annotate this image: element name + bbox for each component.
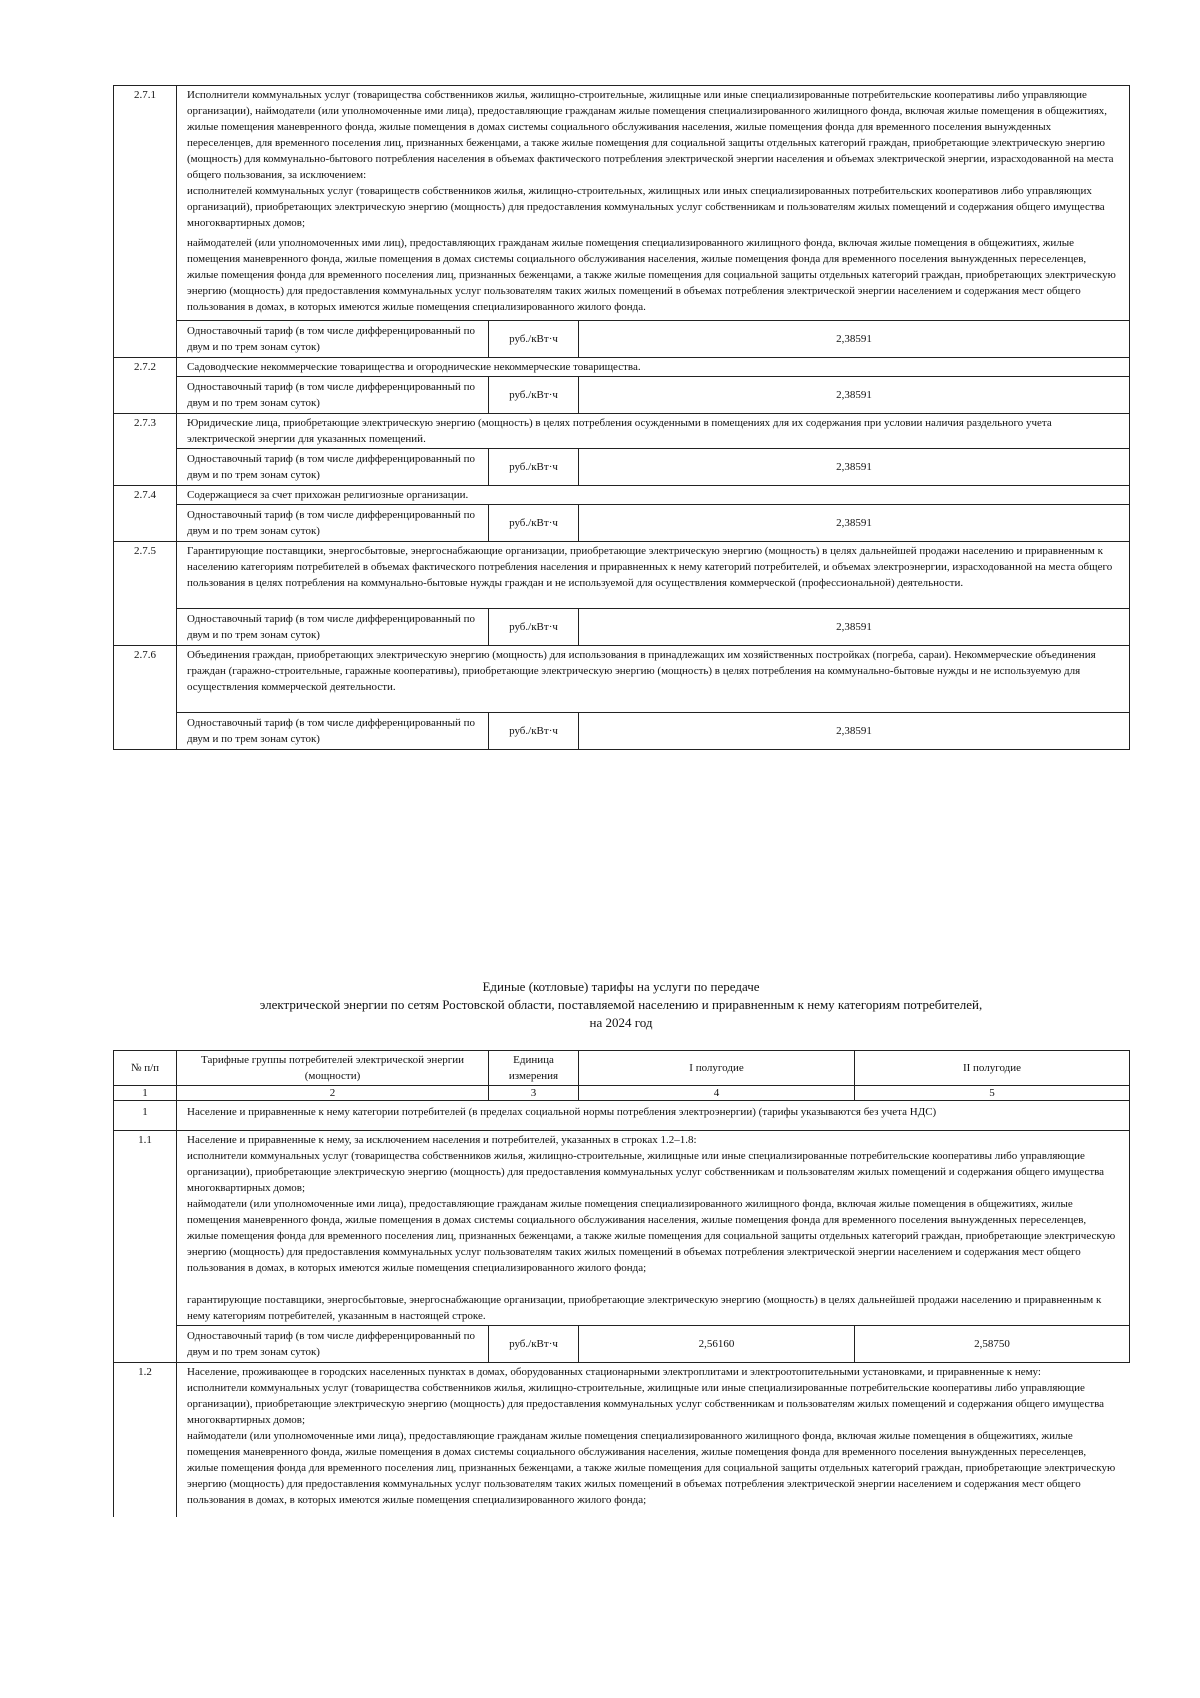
tariff-label: Одноставочный тариф (в том числе дифференцированный по двум и по трем зонам суток) [177, 1326, 489, 1363]
table-row [114, 646, 1130, 713]
tariff-row [114, 1326, 1130, 1363]
paragraph: Население и приравненные к нему, за исключением населения и потребителей, указанных в строках 1.2–1.8: [187, 1134, 697, 1146]
col-header-h2: II полугодие [855, 1051, 1130, 1086]
col-number: 1 [114, 1086, 177, 1101]
unit-cell: руб./кВт·ч [489, 449, 579, 486]
tariff-row [114, 321, 1130, 358]
tariff-row [114, 609, 1130, 646]
row-description [177, 1131, 1130, 1326]
row-number: 1 [114, 1101, 177, 1131]
col-number: 5 [855, 1086, 1130, 1101]
paragraph: наймодатели (или уполномоченные ими лица), предоставляющие гражданам жилые помещения специализированного жилищного фонда, включая жилые помещения в общежитиях, жилые помещения маневренного фонда, жилые помещения в домах системы социального обслуживания населения, жилые помещения фонда для временного поселения вынужденных переселенцев, жилые помещения фонда для временного поселения лиц, признанных беженцами, а также жилые помещения для социальной защиты отдельных категорий граждан, приобретающие электрическую энергию (мощность) для предоставления коммунальных услуг пользователям таких жилых помещений в объемах потребления электрической энергии населением и содержания мест общего пользования в домах, в которых имеются жилые помещения специализированного жилого фонда; [187, 1430, 1116, 1506]
table-row [114, 1131, 1130, 1326]
row-description: Садоводческие некоммерческие товарищества и огороднические некоммерческие товарищества. [177, 358, 1130, 377]
tariff-value: 2,38591 [579, 321, 1130, 358]
row-number: 2.7.5 [114, 542, 177, 646]
unit-cell: руб./кВт·ч [489, 1326, 579, 1363]
paragraph: Население, проживающее в городских населенных пунктах в домах, оборудованных стационарными электроплитами и электроотопительными установками, и приравненные к нему: [187, 1366, 1041, 1378]
col-number: 2 [177, 1086, 489, 1101]
paragraph: исполнителей коммунальных услуг (товариществ собственников жилья, жилищно-строительных, жилищных или иных специализированных потребительских кооперативов либо управляющих организаций), приобретающих электрическую энергию (мощность) для предоставления коммунальных услуг собственникам и пользователям жилых помещений и содержания общего имущества многоквартирных домов; [187, 185, 1105, 229]
row-number: 1.2 [114, 1363, 177, 1518]
table-row [114, 542, 1130, 609]
row-description: Содержащиеся за счет прихожан религиозные организации. [177, 486, 1130, 505]
tariff-value: 2,38591 [579, 377, 1130, 414]
paragraph: Объединения граждан, приобретающих электрическую энергию (мощность) для использования в принадлежащих им хозяйственных постройках (погреба, сараи). Некоммерческие объединения граждан (гаражно-строительные, гаражные кооперативы), приобретающие электрическую энергию (мощность) в целях потребления на коммунально-бытовые нужды и не используемую для осуществления коммерческой деятельности. [187, 649, 1096, 693]
row-number: 1.1 [114, 1131, 177, 1363]
table-row [114, 414, 1130, 449]
row-description [177, 542, 1130, 609]
tariff-row [114, 505, 1130, 542]
unit-cell: руб./кВт·ч [489, 321, 579, 358]
heading-line: Единые (котловые) тарифы на услуги по передаче [482, 979, 760, 994]
tariff-label: Одноставочный тариф (в том числе дифференцированный по двум и по трем зонам суток) [177, 609, 489, 646]
tariff-label: Одноставочный тариф (в том числе дифференцированный по двум и по трем зонам суток) [177, 713, 489, 750]
paragraph: исполнители коммунальных услуг (товарищества собственников жилья, жилищно-строительные, жилищные или иные специализированные потребительские кооперативы либо управляющие организации), приобретающие электрическую энергию (мощность) для предоставления коммунальных услуг собственникам и пользователям жилых помещений и содержания общего имущества многоквартирных домов; [187, 1382, 1105, 1426]
tariff-label: Одноставочный тариф (в том числе дифференцированный по двум и по трем зонам суток) [177, 321, 489, 358]
table-row [114, 1101, 1130, 1131]
table-row [114, 86, 1130, 321]
tariff-value: 2,38591 [579, 449, 1130, 486]
tariff-row [114, 449, 1130, 486]
column-number-row [114, 1086, 1130, 1101]
paragraph: исполнители коммунальных услуг (товарищества собственников жилья, жилищно-строительные, жилищные или иные специализированные потребительские кооперативы либо управляющие организации), приобретающие электрическую энергию (мощность) для предоставления коммунальных услуг собственникам и пользователям жилых помещений и содержания общего имущества многоквартирных домов; [187, 1150, 1105, 1194]
paragraph: наймодателей (или уполномоченных ими лиц), предоставляющих гражданам жилые помещения специализированного жилищного фонда, включая жилые помещения в общежитиях, жилые помещения маневренного фонда, жилые помещения в домах системы социального обслуживания населения, жилые помещения фонда для временного поселения вынужденных переселенцев, жилые помещения фонда для временного поселения лиц, признанных беженцами, а также жилые помещения для социальной защиты отдельных категорий граждан, приобретающих электрическую энергию (мощность) для предоставления коммунальных услуг пользователям таких жилых помещений в объемах потребления электрической энергии населением и содержания мест общего пользования в домах, в которых имеются жилые помещения специализированного жилого фонда. [187, 237, 1116, 313]
row-description [177, 86, 1130, 321]
row-number: 2.7.3 [114, 414, 177, 486]
table-row [114, 358, 1130, 377]
paragraph: Гарантирующие поставщики, энергосбытовые, энергоснабжающие организации, приобретающие электрическую энергию (мощность) в целях дальнейшей продажи населению и приравненным к населению категориям потребителей в объемах фактического потребления населения и приравненных к нему категорий потребителей, и объемах электроэнергии, израсходованной на места общего пользования в целях потребления на коммунально-бытовые нужды граждан и не используемой для осуществления коммерческой (профессиональной) деятельности. [187, 545, 1113, 589]
unit-cell: руб./кВт·ч [489, 713, 579, 750]
col-header-group: Тарифные группы потребителей электрической энергии (мощности) [177, 1051, 489, 1086]
heading-line: на 2024 год [589, 1015, 653, 1030]
paragraph: наймодатели (или уполномоченные ими лица), предоставляющие гражданам жилые помещения специализированного жилищного фонда, включая жилые помещения в общежитиях, жилые помещения маневренного фонда, жилые помещения в домах системы социального обслуживания населения, жилые помещения фонда для временного поселения вынужденных переселенцев, жилые помещения фонда для временного поселения лиц, признанных беженцами, а также жилые помещения для социальной защиты отдельных категорий граждан, приобретающие электрическую энергию (мощность) для предоставления коммунальных услуг пользователям таких жилых помещений в объемах потребления электрической энергии населением и содержания мест общего пользования в домах, в которых имеются жилые помещения специализированного жилого фонда; [187, 1198, 1116, 1274]
col-header-h1: I полугодие [579, 1051, 855, 1086]
tariff-value: 2,38591 [579, 713, 1130, 750]
col-number: 3 [489, 1086, 579, 1101]
row-description: Население и приравненные к нему категории потребителей (в пределах социальной нормы потребления электроэнергии) (тарифы указываются без учета НДС) [177, 1101, 1130, 1131]
table-row [114, 1363, 1130, 1518]
section-heading [113, 978, 1129, 1032]
paragraph: гарантирующие поставщики, энергосбытовые, энергоснабжающие организации, приобретающие электрическую энергию (мощность) в целях дальнейшей продажи населению и приравненным к нему категориям потребителей, указанным в настоящей строке. [187, 1294, 1102, 1322]
heading-line: электрической энергии по сетям Ростовской области, поставляемой населению и приравненным к нему категориям потребителей, [259, 997, 983, 1012]
tariff-value-h1: 2,56160 [579, 1326, 855, 1363]
unit-cell: руб./кВт·ч [489, 377, 579, 414]
col-number: 4 [579, 1086, 855, 1101]
table-row [114, 486, 1130, 505]
tariff-row [114, 377, 1130, 414]
tariff-label: Одноставочный тариф (в том числе дифференцированный по двум и по трем зонам суток) [177, 505, 489, 542]
row-number: 2.7.4 [114, 486, 177, 542]
tariff-value: 2,38591 [579, 609, 1130, 646]
tariff-row [114, 713, 1130, 750]
tariff-value: 2,38591 [579, 505, 1130, 542]
unit-cell: руб./кВт·ч [489, 609, 579, 646]
col-header-num: № п/п [114, 1051, 177, 1086]
header-row [114, 1051, 1130, 1086]
unit-cell: руб./кВт·ч [489, 505, 579, 542]
row-description: Юридические лица, приобретающие электрическую энергию (мощность) в целях потребления осужденными в помещениях для их содержания при условии наличия раздельного учета электрической энергии для указанных помещений. [177, 414, 1130, 449]
row-number: 2.7.2 [114, 358, 177, 414]
row-number: 2.7.6 [114, 646, 177, 750]
row-number: 2.7.1 [114, 86, 177, 358]
tariff-table-2-7 [113, 85, 1130, 750]
row-description [177, 1363, 1130, 1518]
tariff-label: Одноставочный тариф (в том числе дифференцированный по двум и по трем зонам суток) [177, 377, 489, 414]
row-description [177, 646, 1130, 713]
tariff-table-2024 [113, 1050, 1130, 1517]
col-header-unit: Единица измерения [489, 1051, 579, 1086]
paragraph: Исполнители коммунальных услуг (товарищества собственников жилья, жилищно-строительные, жилищные или иные специализированные потребительские кооперативы либо управляющие организации), наймодатели (или уполномоченные ими лица), предоставляющие гражданам жилые помещения специализированного жилищного фонда, включая жилые помещения в общежитиях, жилые помещения маневренного фонда, жилые помещения в домах системы социального обслуживания населения, жилые помещения фонда для временного поселения вынужденных переселенцев, для временного поселения лиц, признанных беженцами, а также жилые помещения для социальной защиты отдельных категорий граждан, приобретающие электрическую энергию (мощность) для коммунально-бытового потребления населения в объемах фактического потребления электрической энергии населения и объемах электрической энергии, израсходованной на места общего пользования, за исключением: [187, 89, 1114, 181]
tariff-label: Одноставочный тариф (в том числе дифференцированный по двум и по трем зонам суток) [177, 449, 489, 486]
tariff-value-h2: 2,58750 [855, 1326, 1130, 1363]
